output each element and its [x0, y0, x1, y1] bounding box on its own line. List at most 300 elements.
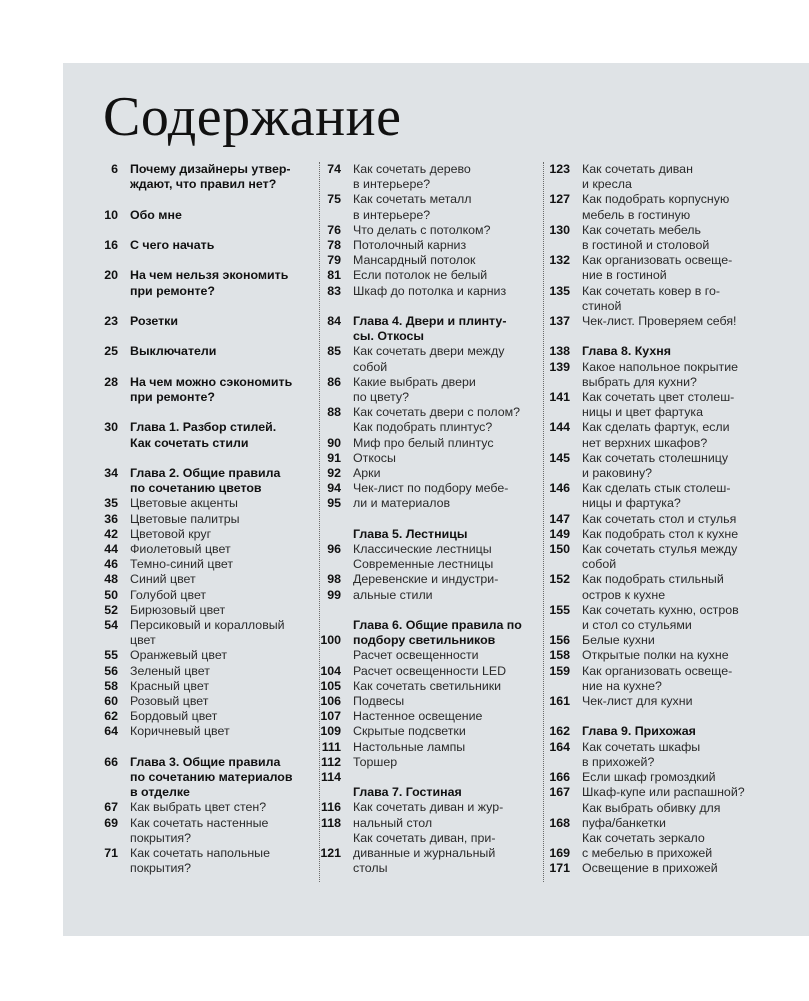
section-title: Классические лестницы — [353, 542, 492, 557]
toc-entry — [88, 512, 308, 527]
section-title: Как сочетать зеркало — [582, 830, 705, 845]
toc-entry — [540, 664, 755, 679]
toc-entry — [88, 724, 308, 739]
toc-entry — [313, 679, 538, 694]
chapter-title: Глава 9. Прихожая — [582, 724, 696, 739]
page-number: 145 — [549, 450, 570, 465]
page-number: 156 — [549, 633, 570, 648]
page-number: 107 — [320, 709, 341, 724]
toc-entry — [540, 588, 755, 603]
page-number — [540, 268, 570, 283]
chapter-title: по сочетанию материалов — [130, 769, 293, 784]
page-number — [540, 375, 570, 390]
section-title: выбрать для кухни? — [582, 374, 697, 389]
toc-entry — [540, 572, 755, 587]
page-number — [88, 633, 118, 648]
page-number — [313, 390, 341, 405]
toc-entry — [88, 846, 308, 861]
section-title: Как выбрать обивку для — [582, 800, 721, 815]
toc-entry — [88, 679, 308, 694]
toc-entry — [540, 512, 755, 527]
section-title: Цветовые палитры — [130, 511, 240, 526]
section-title: Как сочетать светильники — [353, 678, 502, 693]
chapter-title: подбору светильников — [353, 633, 496, 648]
page-number: 55 — [104, 648, 118, 663]
toc-entry — [313, 664, 538, 679]
toc-entry — [313, 648, 538, 663]
page-number: 10 — [104, 207, 118, 222]
toc-entry — [313, 800, 538, 815]
page-number: 121 — [320, 846, 341, 861]
page-number — [540, 436, 570, 451]
page-number: 161 — [549, 694, 570, 709]
toc-entry — [88, 481, 308, 496]
section-title: Как сделать фартук, если — [582, 420, 730, 435]
toc-entry — [540, 177, 755, 192]
page-number: 54 — [104, 617, 118, 632]
section-title: Мансардный потолок — [353, 253, 476, 268]
page-number: 28 — [104, 374, 118, 389]
toc-entry — [313, 633, 538, 648]
toc-entry — [313, 375, 538, 390]
page-number — [540, 177, 570, 192]
page-number: 104 — [320, 663, 341, 678]
chapter-title: при ремонте? — [130, 283, 215, 298]
page-number: 34 — [104, 465, 118, 480]
page-number — [313, 557, 341, 572]
section-title: Освещение в прихожей — [582, 861, 718, 876]
section-title: Как сделать стык столеш- — [582, 481, 731, 496]
section-title: Скрытые подсветки — [353, 724, 466, 739]
toc-entry — [88, 800, 308, 815]
toc-entry — [313, 223, 538, 238]
toc-entry — [88, 603, 308, 618]
page-number — [540, 208, 570, 223]
section-title: Настенное освещение — [353, 709, 483, 724]
toc-entry — [540, 375, 755, 390]
page-number — [540, 557, 570, 572]
toc-column-3 — [540, 162, 755, 877]
section-title: Арки — [353, 466, 381, 481]
page-number — [540, 496, 570, 511]
toc-entry — [313, 253, 538, 268]
chapter-title: Как сочетать стили — [130, 435, 249, 450]
toc-entry — [88, 770, 308, 785]
chapter-title: Розетки — [130, 313, 178, 328]
chapter-title: На чем нельзя экономить — [130, 268, 289, 283]
toc-entry — [88, 588, 308, 603]
section-title: в интерьере? — [353, 207, 431, 222]
toc-entry — [88, 420, 308, 435]
page-number: 79 — [327, 253, 341, 268]
page-number: 23 — [104, 313, 118, 328]
toc-entry — [540, 451, 755, 466]
section-title: и стол со стульями — [582, 618, 692, 633]
toc-entry — [540, 618, 755, 633]
page-number: 106 — [320, 694, 341, 709]
page-number: 169 — [549, 846, 570, 861]
toc-entry — [313, 816, 538, 831]
toc-entry — [88, 664, 308, 679]
chapter-title: ждают, что правил нет? — [130, 177, 277, 192]
toc-column-1 — [88, 162, 308, 876]
page-number: 69 — [104, 815, 118, 830]
section-title: Красный цвет — [130, 678, 210, 693]
section-title: Современные лестницы — [353, 557, 494, 572]
toc-entry — [540, 816, 755, 831]
toc-entry — [540, 603, 755, 618]
page-number: 149 — [549, 526, 570, 541]
section-title: Какие выбрать двери — [353, 374, 476, 389]
toc-entry — [540, 496, 755, 511]
toc-entry — [88, 755, 308, 770]
toc-entry — [540, 785, 755, 800]
chapter-title: в отделке — [130, 785, 190, 800]
page-number: 20 — [104, 268, 118, 283]
section-title: Как сочетать стол и стулья — [582, 511, 737, 526]
page-number: 58 — [104, 678, 118, 693]
chapter-title: по сочетанию цветов — [130, 481, 262, 496]
section-title — [341, 770, 538, 785]
toc-entry — [540, 162, 755, 177]
chapter-title: Выключатели — [130, 344, 217, 359]
page-number: 84 — [327, 314, 341, 329]
section-title: Как сочетать дерево — [353, 162, 471, 176]
page-number: 71 — [104, 846, 118, 860]
section-title: Оранжевый цвет — [130, 648, 227, 663]
page-number — [88, 390, 118, 405]
page-number — [313, 360, 341, 375]
section-title: нальный стол — [353, 815, 433, 830]
toc-entry — [88, 208, 308, 223]
section-title: Как сочетать диван и жур- — [353, 800, 504, 815]
chapter-title: Глава 4. Двери и плинту- — [353, 314, 507, 329]
page-number: 64 — [104, 724, 118, 739]
toc-entry — [88, 436, 308, 451]
page-number — [313, 177, 341, 192]
toc-entry — [88, 344, 308, 359]
section-title: Как организовать освеще- — [582, 663, 733, 678]
section-title: Шкаф до потолка и карниз — [353, 283, 507, 298]
page-number — [313, 527, 341, 542]
chapter-title: Глава 1. Разбор стилей. — [130, 420, 277, 435]
page-number: 44 — [104, 541, 118, 556]
section-title: Потолочный карниз — [353, 238, 467, 253]
toc-entry — [88, 162, 308, 177]
page-number: 94 — [327, 481, 341, 496]
chapter-title: С чего начать — [130, 237, 215, 252]
toc-entry — [540, 648, 755, 663]
section-title: Миф про белый плинтус — [353, 435, 494, 450]
toc-entry — [540, 314, 755, 329]
chapter-title: сы. Откосы — [353, 329, 424, 344]
toc-entry — [540, 755, 755, 770]
toc-entry — [313, 542, 538, 557]
page-number: 112 — [321, 754, 341, 769]
page-number: 46 — [104, 557, 118, 572]
page-number: 66 — [104, 754, 118, 769]
section-title: Шкаф-купе или распашной? — [582, 785, 745, 800]
page-number: 144 — [549, 420, 570, 435]
toc-entry — [313, 572, 538, 587]
toc-entry — [313, 360, 538, 375]
section-title: Цветовые акценты — [130, 496, 238, 511]
toc-entry — [540, 390, 755, 405]
toc-entry — [88, 785, 308, 800]
section-title: остров к кухне — [582, 587, 666, 602]
page-number: 60 — [104, 693, 118, 708]
chapter-title: Глава 6. Общие правила по — [353, 618, 522, 633]
toc-entry — [540, 223, 755, 238]
toc-entry — [88, 238, 308, 253]
toc-entry — [88, 496, 308, 511]
page-number: 90 — [327, 435, 341, 450]
section-title: покрытия? — [130, 830, 192, 845]
page-number: 166 — [549, 770, 570, 785]
toc-entry — [313, 192, 538, 207]
page-number — [540, 801, 570, 816]
section-title: нет верхних шкафов? — [582, 435, 708, 450]
toc-entry — [540, 481, 755, 496]
toc-entry — [88, 314, 308, 329]
toc-entry — [540, 724, 755, 739]
chapter-title: Глава 3. Общие правила — [130, 754, 281, 769]
section-title: Как сочетать шкафы — [582, 739, 701, 754]
section-title: собой — [353, 359, 388, 374]
page-number: 162 — [549, 724, 570, 739]
toc-entry — [540, 846, 755, 861]
toc-entry — [540, 770, 755, 785]
toc-entry — [88, 709, 308, 724]
section-title: Как сочетать диван — [582, 162, 693, 176]
page-number — [88, 177, 118, 192]
section-title: Цветовой круг — [130, 526, 212, 541]
section-title: Деревенские и индустри- — [353, 572, 499, 587]
section-title: Как сочетать напольные — [130, 846, 270, 860]
toc-entry — [88, 268, 308, 283]
toc-entry — [540, 801, 755, 816]
section-title: Чек-лист для кухни — [582, 694, 693, 709]
page-number — [540, 831, 570, 846]
section-title: Как сочетать настенные — [130, 815, 269, 830]
toc-entry — [540, 208, 755, 223]
toc-entry — [540, 284, 755, 299]
page-number: 139 — [549, 359, 570, 374]
toc-entry — [540, 360, 755, 375]
toc-entry — [313, 284, 538, 299]
toc-entry — [540, 238, 755, 253]
toc-entry — [88, 375, 308, 390]
page-number: 76 — [327, 222, 341, 237]
toc-column-2 — [313, 162, 538, 877]
section-title: Фиолетовый цвет — [130, 541, 231, 556]
page-number: 30 — [104, 420, 118, 435]
toc-entry — [88, 390, 308, 405]
section-title: в интерьере? — [353, 177, 431, 192]
page-number: 81 — [327, 268, 341, 283]
section-title: Персиковый и коралловый — [130, 617, 285, 632]
section-title: с мебелью в прихожей — [582, 846, 713, 861]
page-number — [540, 238, 570, 253]
section-title: ницы и цвет фартука — [582, 405, 704, 420]
toc-entry — [313, 861, 538, 876]
page-number — [313, 861, 341, 876]
page-number — [313, 648, 341, 663]
toc-entry — [540, 253, 755, 268]
section-title: Розовый цвет — [130, 693, 209, 708]
section-title: Как сочетать мебель — [582, 222, 701, 237]
toc-entry — [313, 588, 538, 603]
section-title: ние на кухне? — [582, 678, 662, 693]
page-number — [540, 299, 570, 314]
toc-entry — [88, 648, 308, 663]
page-number — [88, 831, 118, 846]
section-title: Как сочетать кухню, остров — [582, 602, 739, 617]
page-number: 105 — [320, 678, 341, 693]
page-number: 42 — [104, 526, 118, 541]
page-number: 74 — [327, 162, 341, 176]
page-number: 95 — [327, 496, 341, 511]
toc-entry — [88, 284, 308, 299]
section-title: Если потолок не белый — [353, 268, 488, 283]
section-title: Как сочетать цвет столеш- — [582, 390, 735, 405]
toc-entry — [313, 420, 538, 435]
page-number — [313, 618, 341, 633]
toc-entry — [540, 436, 755, 451]
section-title: ницы и фартука? — [582, 496, 681, 511]
section-title: Открытые полки на кухне — [582, 648, 729, 663]
page-number — [540, 405, 570, 420]
page-number — [313, 329, 341, 344]
toc-entry — [313, 268, 538, 283]
toc-entry — [313, 208, 538, 223]
section-title: стиной — [582, 298, 622, 313]
toc-entry — [313, 527, 538, 542]
page-number: 91 — [327, 450, 341, 465]
chapter-title: Глава 5. Лестницы — [353, 526, 468, 541]
page-number — [540, 588, 570, 603]
toc-entry — [540, 694, 755, 709]
section-title: Коричневый цвет — [130, 724, 230, 739]
page-number: 164 — [549, 739, 570, 754]
section-title: Если шкаф громоздкий — [582, 770, 716, 785]
chapter-title: Обо мне — [130, 207, 182, 222]
page-number: 85 — [327, 344, 341, 359]
page-number: 130 — [549, 222, 570, 237]
section-title: Чек-лист. Проверяем себя! — [582, 314, 737, 329]
section-title: Расчет освещенности — [353, 648, 479, 663]
page-number: 141 — [549, 390, 570, 405]
section-title: Как сочетать металл — [353, 192, 472, 207]
toc-entry — [540, 633, 755, 648]
section-title: в гостиной и столовой — [582, 238, 710, 253]
section-title: Как сочетать стулья между — [582, 542, 738, 557]
page-number: 78 — [327, 238, 341, 253]
page-number: 137 — [549, 314, 570, 329]
page-number: 92 — [327, 466, 341, 481]
page-number — [540, 679, 570, 694]
toc-entry — [313, 755, 538, 770]
page-number: 123 — [549, 162, 570, 176]
toc-entry — [540, 299, 755, 314]
page-number — [88, 785, 118, 800]
page-number — [313, 831, 341, 846]
toc-entry — [313, 831, 538, 846]
page-number: 147 — [549, 511, 570, 526]
toc-entry — [313, 709, 538, 724]
chapter-title: при ремонте? — [130, 389, 215, 404]
page-number: 52 — [104, 602, 118, 617]
page-number: 75 — [327, 192, 341, 207]
section-title: Как подобрать стол к кухне — [582, 526, 739, 541]
toc-entry — [313, 177, 538, 192]
section-title: Как сочетать двери между — [353, 344, 505, 359]
page-number — [313, 208, 341, 223]
page-number — [540, 755, 570, 770]
section-title: Настольные лампы — [353, 739, 466, 754]
section-title: Как организовать освеще- — [582, 253, 733, 268]
section-title: Зеленый цвет — [130, 663, 210, 678]
toc-entry — [540, 268, 755, 283]
toc-entry — [313, 238, 538, 253]
section-title: пуфа/банкетки — [582, 815, 666, 830]
toc-entry — [313, 405, 538, 420]
toc-entry — [88, 177, 308, 192]
toc-entry — [88, 527, 308, 542]
page-number: 159 — [549, 663, 570, 678]
toc-entry — [313, 314, 538, 329]
toc-entry — [88, 572, 308, 587]
page-number: 16 — [104, 237, 118, 252]
page-number: 109 — [320, 724, 341, 739]
page-number — [88, 481, 118, 496]
page-number: 96 — [327, 542, 341, 557]
section-title: по цвету? — [353, 390, 409, 405]
toc-entry — [540, 542, 755, 557]
page-number: 118 — [321, 815, 341, 830]
toc-entry — [540, 344, 755, 359]
page-number: 111 — [321, 739, 341, 754]
chapter-title: Глава 8. Кухня — [582, 344, 671, 359]
toc-entry — [313, 785, 538, 800]
page-number: 100 — [320, 633, 341, 648]
section-title: и кресла — [582, 177, 632, 192]
toc-entry — [313, 436, 538, 451]
toc-entry — [88, 861, 308, 876]
page-number — [88, 770, 118, 785]
page-number: 158 — [549, 648, 570, 663]
page-number — [540, 618, 570, 633]
toc-entry — [88, 816, 308, 831]
section-title: Как сочетать ковер в го- — [582, 283, 720, 298]
section-title: Как подобрать плинтус? — [353, 420, 493, 435]
toc-entry — [88, 466, 308, 481]
section-title: в прихожей? — [582, 754, 655, 769]
page-number: 6 — [111, 162, 118, 176]
page-number: 86 — [327, 374, 341, 389]
section-title: Белые кухни — [582, 633, 655, 648]
page-number: 146 — [549, 481, 570, 496]
section-title: Как сочетать двери с полом? — [353, 405, 521, 420]
page-number: 155 — [549, 602, 570, 617]
page-number: 167 — [549, 785, 570, 800]
toc-entry — [540, 740, 755, 755]
section-title: Синий цвет — [130, 572, 196, 587]
chapter-title: Глава 7. Гостиная — [353, 785, 462, 800]
toc-entry — [313, 344, 538, 359]
toc-entry — [313, 329, 538, 344]
section-title: собой — [582, 557, 617, 572]
